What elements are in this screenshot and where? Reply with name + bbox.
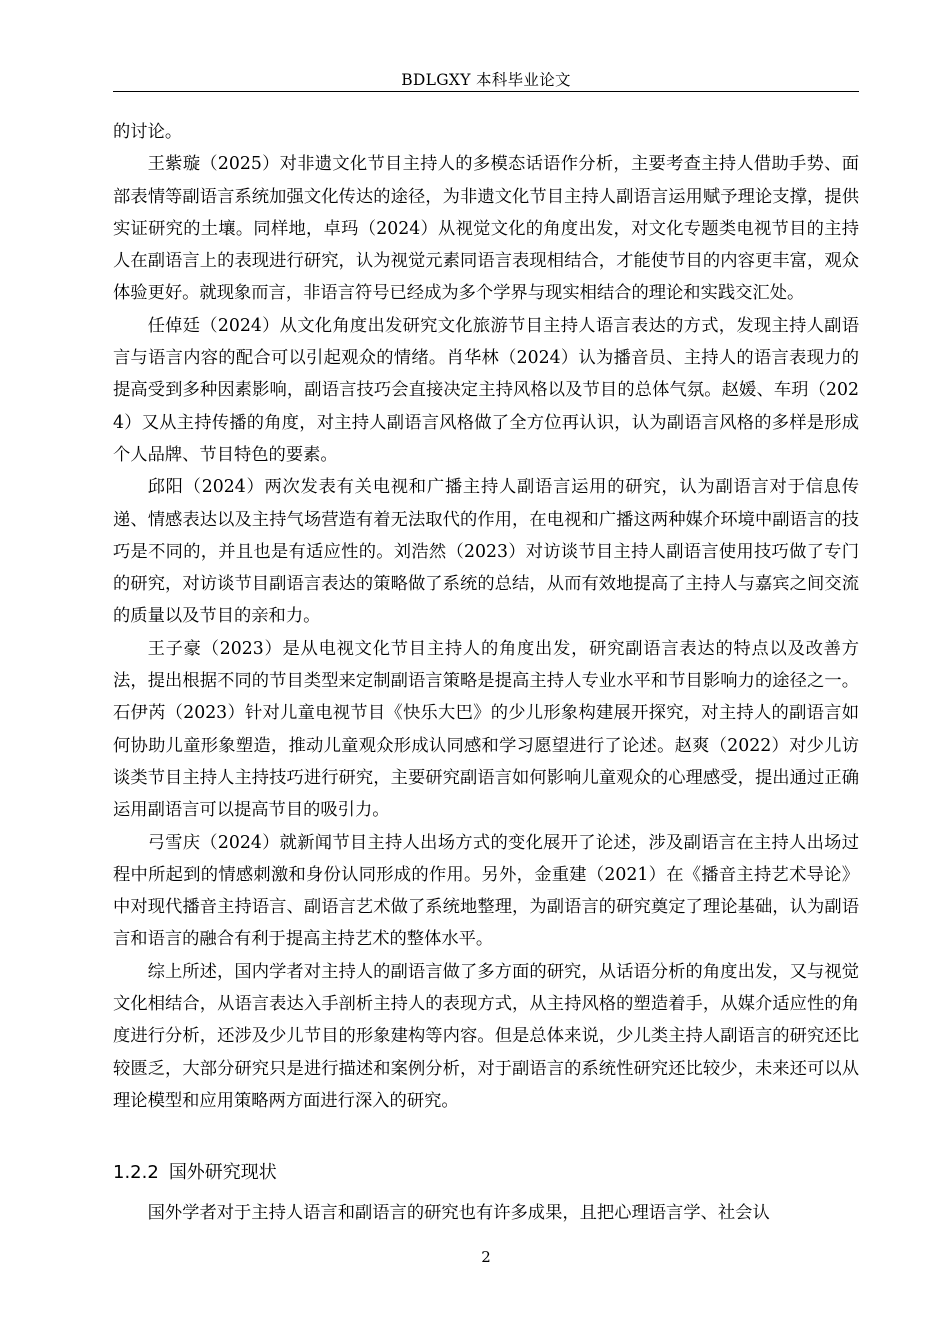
section-number: 1.2.2	[113, 1162, 159, 1183]
section-title: 国外研究现状	[168, 1162, 277, 1183]
running-header: BDLGXY 本科毕业论文	[401, 71, 571, 89]
paragraph: 弓雪庆（2024）就新闻节目主持人出场方式的变化展开了论述，涉及副语言在主持人出场过程中所起到的情感刺激和身份认同形成的作用。另外，金重建（2021）在《播音主持艺术导论》中对现代播音主持语言、副语言艺术做了系统地整理，为副语言的研究奠定了理论基础，认为副语言和语言的融合有利于提高主持艺术的整体水平。	[113, 832, 859, 950]
body-text-continued	[113, 1197, 859, 1229]
header-divider	[113, 91, 859, 92]
page-number: 2	[481, 1248, 491, 1266]
paragraph: 王紫璇（2025）对非遗文化节目主持人的多模态话语作分析，主要考查主持人借助手势、面部表情等副语言系统加强文化传达的途径，为非遗文化节目主持人副语言运用赋予理论支撑，提供实证研究的土壤。同样地，卓玛（2024）从视觉文化的角度出发，对文化专题类电视节目的主持人在副语言上的表现进行研究，认为视觉元素同语言表现相结合，才能使节目的内容更丰富，观众体验更好。就现象而言，非语言符号已经成为多个学界与现实相结合的理论和实践交汇处。	[113, 154, 859, 304]
paragraph: 的讨论。	[113, 122, 183, 142]
paragraph: 任倬廷（2024）从文化角度出发研究文化旅游节目主持人语言表达的方式，发现主持人副语言与语言内容的配合可以引起观众的情绪。肖华林（2024）认为播音员、主持人的语言表现力的提高受到多种因素影响，副语言技巧会直接决定主持风格以及节目的总体气氛。赵媛、车玥（2024）又从主持传播的角度，对主持人副语言风格做了全方位再认识，认为副语言风格的多样是形成个人品牌、节目特色的要素。	[113, 315, 859, 465]
body-text	[113, 116, 859, 1117]
paragraph: 王子豪（2023）是从电视文化节目主持人的角度出发，研究副语言表达的特点以及改善方法，提出根据不同的节目类型来定制副语言策略是提高主持人专业水平和节目影响力的途径之一。石伊芮（2023）针对儿童电视节目《快乐大巴》的少儿形象构建展开探究，对主持人的副语言如何协助儿童形象塑造，推动儿童观众形成认同感和学习愿望进行了论述。赵爽（2022）对少儿访谈类节目主持人主持技巧进行研究，主要研究副语言如何影响儿童观众的心理感受，提出通过正确运用副语言可以提高节目的吸引力。	[113, 638, 859, 821]
paragraph: 国外学者对于主持人语言和副语言的研究也有许多成果，且把心理语言学、社会认	[147, 1203, 770, 1223]
paragraph: 邱阳（2024）两次发表有关电视和广播主持人副语言运用的研究，认为副语言对于信息传递、情感表达以及主持气场营造有着无法取代的作用，在电视和广播这两种媒介环境中副语言的技巧是不同的，并且也是有适应性的。刘浩然（2023）对访谈节目主持人副语言使用技巧做了专门的研究，对访谈节目副语言表达的策略做了系统的总结，从而有效地提高了主持人与嘉宾之间交流的质量以及节目的亲和力。	[113, 477, 859, 627]
section-heading	[113, 1155, 859, 1191]
paragraph: 综上所述，国内学者对主持人的副语言做了多方面的研究，从话语分析的角度出发，又与视觉文化相结合，从语言表达入手剖析主持人的表现方式，从主持风格的塑造着手，从媒介适应性的角度进行分析，还涉及少儿节目的形象建构等内容。但是总体来说，少儿类主持人副语言的研究还比较匮乏，大部分研究只是进行描述和案例分析，对于副语言的系统性研究还比较少，未来还可以从理论模型和应用策略两方面进行深入的研究。	[113, 961, 859, 1111]
